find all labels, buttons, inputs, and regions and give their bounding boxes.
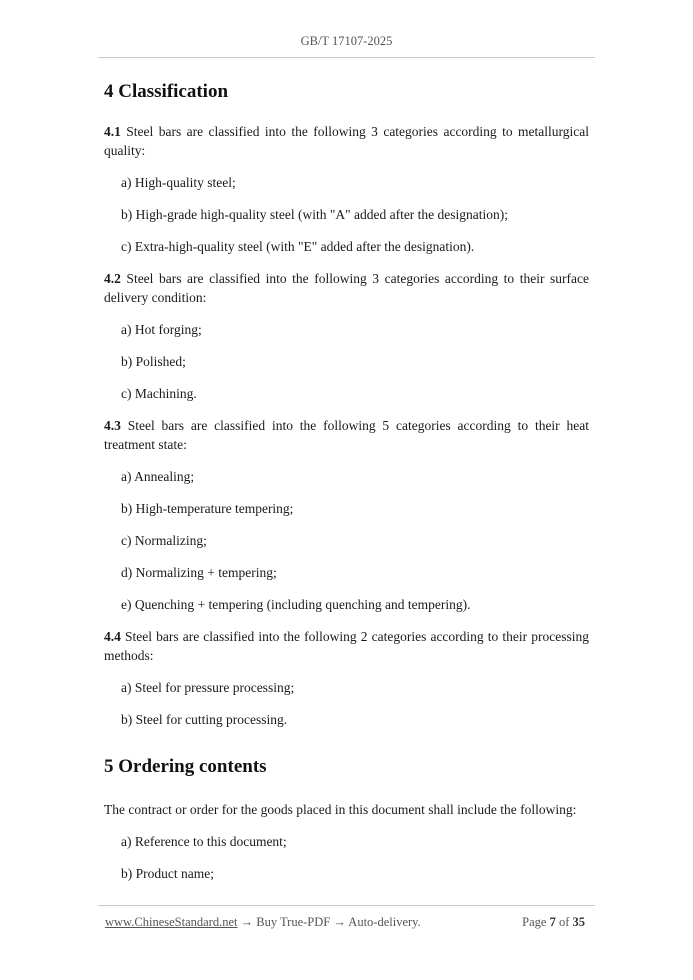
clause-number: 4.4 <box>104 629 121 644</box>
list-item: b) Polished; <box>121 354 186 369</box>
page-number: 7 <box>549 915 556 929</box>
list-item: c) Normalizing; <box>121 533 207 548</box>
clause-4-1 <box>104 122 589 160</box>
list-item: a) Steel for pressure processing; <box>121 680 295 695</box>
section-4-heading: 4 Classification <box>104 81 229 102</box>
clause-text: Steel bars are classified into the following 5 categories according to their heat treatment state: <box>104 418 589 452</box>
list-item: c) Extra-high-quality steel (with "E" added after the designation). <box>121 239 475 254</box>
list-item: a) Hot forging; <box>121 322 202 337</box>
clause-text: Steel bars are classified into the following 2 categories according to their processing methods: <box>104 629 589 663</box>
clause-4-4 <box>104 627 589 665</box>
list-item: b) High-temperature tempering; <box>121 501 294 516</box>
site-link[interactable]: www.ChineseStandard.net <box>105 915 238 929</box>
of-word: of <box>555 915 573 929</box>
clause-4-2 <box>104 269 589 307</box>
page-word: Page <box>522 915 550 929</box>
page-footer <box>105 915 585 930</box>
list-item: e) Quenching + tempering (including quenching and tempering). <box>121 597 471 612</box>
list-item: d) Normalizing + tempering; <box>121 565 277 580</box>
clause-number: 4.2 <box>104 271 121 286</box>
document-body <box>104 78 589 883</box>
section-5-intro: The contract or order for the goods placed in this document shall include the following: <box>104 802 577 817</box>
footer-left <box>105 915 421 930</box>
section-5-heading: 5 Ordering contents <box>104 756 267 777</box>
clause-text: Steel bars are classified into the following 3 categories according to their surface delivery condition: <box>104 271 589 305</box>
page-header: GB/T 17107-2025 <box>300 34 393 48</box>
footer-divider <box>98 905 595 906</box>
clause-4-3 <box>104 416 589 454</box>
clause-number: 4.1 <box>104 124 121 139</box>
clause-text: Steel bars are classified into the following 3 categories according to metallurgical quality: <box>104 124 589 158</box>
list-item: b) Product name; <box>121 866 214 881</box>
header-divider <box>98 57 595 58</box>
list-item: b) Steel for cutting processing. <box>121 712 288 727</box>
list-item: b) High-grade high-quality steel (with "A" added after the designation); <box>121 207 509 222</box>
list-item: a) Reference to this document; <box>121 834 287 849</box>
list-item: a) Annealing; <box>121 469 195 484</box>
page-indicator <box>522 915 585 930</box>
clause-number: 4.3 <box>104 418 121 433</box>
list-item: c) Machining. <box>121 386 197 401</box>
page-total: 35 <box>572 915 585 929</box>
list-item: a) High-quality steel; <box>121 175 236 190</box>
footer-tagline: → Buy True-PDF → Auto-delivery. <box>237 915 421 929</box>
